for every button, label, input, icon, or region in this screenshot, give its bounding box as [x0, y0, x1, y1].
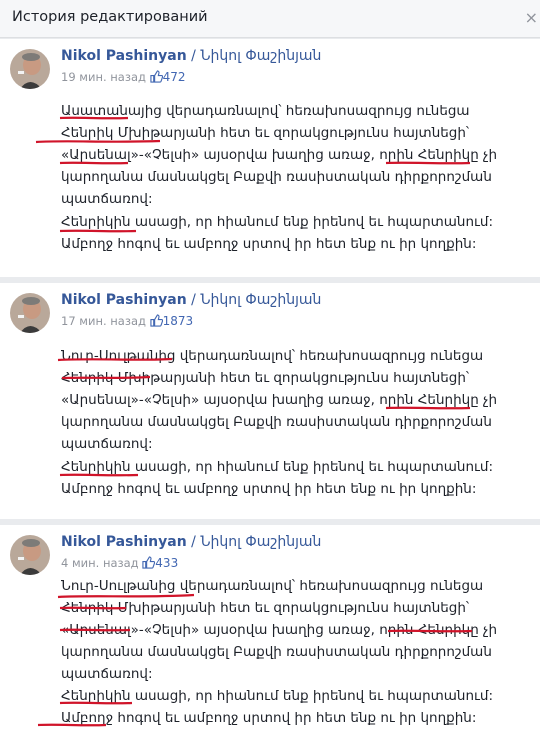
- post-paragraph: Հենրիկին ասացի, որ հիանում ենք իրենով եւ հպարտանում: Ամբողջ հոգով եւ ամբողջ սրտով իր հետ ենք ու իր կողքին:: [61, 459, 494, 497]
- author-name[interactable]: [61, 292, 321, 308]
- edit-history-item: [0, 525, 540, 750]
- dialog-title: История редактирований: [12, 9, 208, 25]
- avatar[interactable]: [10, 293, 50, 333]
- like-count[interactable]: 1873: [162, 314, 194, 328]
- author-name-armenian[interactable]: Նիկոլ Փաշինյան: [200, 292, 322, 308]
- timestamp[interactable]: 4 мин. назад: [61, 556, 139, 570]
- post-paragraph: Նուր-Սուլթանից վերադառնալով՝ հեռախոսազրույց ունեցա Հենրիկ Մխիթարյանի հետ եւ զորակցությունս հայտնեցի՝ «Արսենալ»-«Չելսի» այսօրվա խաղից առաջ, որին Հենրիկը չի կարողանա մասնակցել Բաքվի ռասիստական դիրքորոշման պատճառով:: [61, 348, 498, 452]
- avatar[interactable]: [10, 49, 50, 89]
- author-name-latin[interactable]: Nikol Pashinyan: [61, 534, 187, 550]
- name-separator: /: [186, 534, 201, 550]
- post-meta: [61, 70, 186, 86]
- author-name-latin[interactable]: Nikol Pashinyan: [61, 48, 187, 64]
- author-name-latin[interactable]: Nikol Pashinyan: [61, 292, 187, 308]
- close-icon[interactable]: ×: [524, 8, 538, 27]
- like-icon: [150, 70, 163, 86]
- like-count[interactable]: 472: [162, 70, 186, 84]
- timestamp[interactable]: 17 мин. назад: [61, 314, 146, 328]
- like-icon: [142, 556, 155, 572]
- post-paragraph: Հենրիկին ասացի, որ հիանում ենք իրենով եւ հպարտանում: Ամբողջ հոգով եւ ամբողջ սրտով իր հետ ենք ու իր կողքին:: [61, 688, 494, 726]
- edit-history-item: [0, 39, 540, 277]
- edit-history-item: [0, 283, 540, 519]
- avatar[interactable]: [10, 535, 50, 575]
- like-icon: [150, 314, 163, 330]
- name-separator: /: [186, 292, 201, 308]
- author-name-armenian[interactable]: Նիկոլ Փաշինյան: [200, 534, 322, 550]
- author-name[interactable]: [61, 534, 321, 550]
- like-count[interactable]: 433: [155, 556, 179, 570]
- name-separator: /: [186, 48, 201, 64]
- timestamp[interactable]: 19 мин. назад: [61, 70, 146, 84]
- post-meta: [61, 314, 193, 330]
- post-paragraph: Հենրիկին ասացի, որ հիանում ենք իրենով եւ հպարտանում: Ամբողջ հոգով եւ ամբողջ սրտով իր հետ ենք ու իր կողքին:: [61, 214, 494, 252]
- post-paragraph: Նուր-Սուլթանից վերադառնալով՝ հեռախոսազրույց ունեցա Հենրիկ Մխիթարյանի հետ եւ զորակցությունս հայտնեցի՝ «Արսենալ»-«Չելսի» այսօրվա խաղից առաջ, որին Հենրիկը չի կարողանա մասնակցել Բաքվի ռասիստական դիրքորոշման պատճառով:: [61, 578, 498, 682]
- author-name[interactable]: [61, 48, 321, 64]
- post-meta: [61, 556, 178, 572]
- post-paragraph: Ասատանայից վերադառնալով՝ հեռախոսազրույց ունեցա Հենրիկ Մխիթարյանի հետ եւ զորակցությունս հայտնեցի՝ «Արսենալ»-«Չելսի» այսօրվա խաղից առաջ, որին Հենրիկը չի կարողանա մասնակցել Բաքվի ռասիստական դիրքորոշման պատճառով:: [61, 103, 498, 207]
- dialog-header: [0, 0, 540, 38]
- author-name-armenian[interactable]: Նիկոլ Փաշինյան: [200, 48, 322, 64]
